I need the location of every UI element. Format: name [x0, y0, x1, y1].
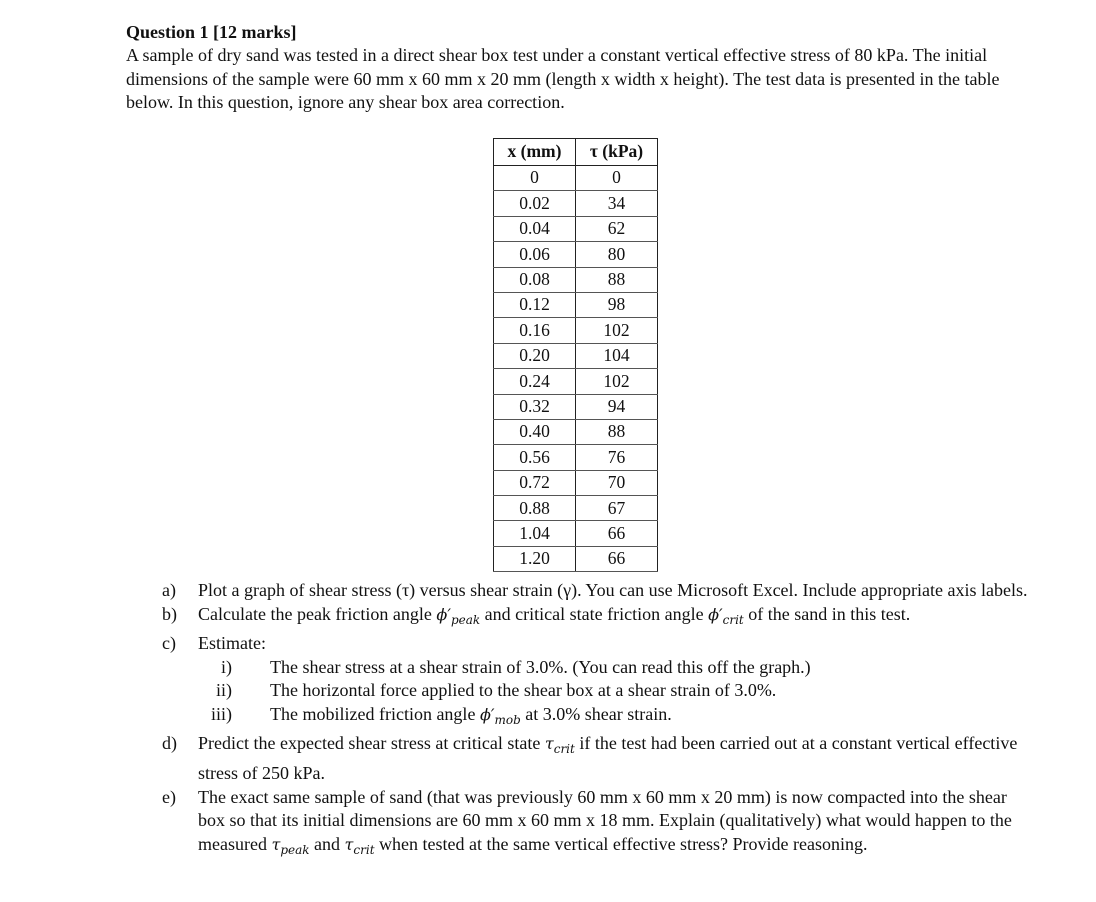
cell-displacement: 1.04: [494, 521, 576, 546]
cell-displacement: 0.32: [494, 394, 576, 419]
phi-mob-symbol: $\phi'_{mob}$: [479, 704, 521, 727]
cell-shear-stress: 66: [576, 521, 658, 546]
table-row: [494, 343, 658, 368]
question-title: Question 1 [12 marks]: [126, 22, 297, 42]
part-c-ii-label: ii): [216, 680, 232, 701]
table-row: [494, 521, 658, 546]
shear-data-table: [493, 138, 658, 572]
part-c-i: [162, 656, 1036, 680]
cell-displacement: 0.88: [494, 496, 576, 521]
part-c-iii-label: iii): [211, 703, 232, 724]
part-c-label: c): [162, 633, 176, 654]
cell-displacement: 1.20: [494, 546, 576, 571]
cell-displacement: 0: [494, 166, 576, 191]
tau-crit-symbol: $\tau_{crit}$: [544, 734, 575, 757]
part-b-text-3: of the sand in this test.: [743, 603, 911, 624]
cell-displacement: 0.12: [494, 292, 576, 317]
cell-displacement: 0.02: [494, 191, 576, 216]
cell-shear-stress: 67: [576, 496, 658, 521]
table-row: [494, 318, 658, 343]
part-e: [162, 786, 1036, 863]
table-row: [494, 445, 658, 470]
table-row: [494, 166, 658, 191]
table-row: [494, 419, 658, 444]
part-c-text: Estimate:: [198, 633, 266, 654]
cell-shear-stress: 76: [576, 445, 658, 470]
part-e-text-3: when tested at the same vertical effective stress? Provide reasoning.: [374, 833, 868, 854]
table-row: [494, 267, 658, 292]
part-e-label: e): [162, 786, 176, 807]
cell-displacement: 0.16: [494, 318, 576, 343]
part-c-ii-text: The horizontal force applied to the shear box at a shear strain of 3.0%.: [270, 680, 777, 701]
cell-shear-stress: 88: [576, 419, 658, 444]
part-c-iii-text-1: The mobilized friction angle: [270, 703, 480, 724]
table-row: [494, 470, 658, 495]
question-page: [126, 20, 1036, 857]
part-b-label: b): [162, 603, 177, 624]
cell-shear-stress: 70: [576, 470, 658, 495]
cell-displacement: 0.08: [494, 267, 576, 292]
part-c-iii-text-2: at 3.0% shear strain.: [520, 703, 672, 724]
part-e-text-1: The exact same sample of sand (that was previously 60 mm x 60 mm x 20 mm) is now compacted into the shear box so that its initial dimensions are 60 mm x 60 mm x 18 mm. Explain (qualitatively) what would happen to the measured: [198, 786, 1012, 854]
part-d: [162, 732, 1036, 785]
question-intro: A sample of dry sand was tested in a direct shear box test under a constant vertical effective stress of 80 kPa. The initial dimensions of the sample were 60 mm x 60 mm x 20 mm (length x width x height). The test data is presented in the table below. In this question, ignore any shear box area correction.: [126, 45, 1000, 112]
cell-shear-stress: 80: [576, 242, 658, 267]
cell-shear-stress: 104: [576, 343, 658, 368]
tau-crit-symbol-e: $\tau_{crit}$: [344, 834, 375, 857]
header-shear-stress: τ (kPa): [576, 139, 658, 166]
cell-displacement: 0.04: [494, 216, 576, 241]
cell-displacement: 0.72: [494, 470, 576, 495]
cell-shear-stress: 94: [576, 394, 658, 419]
header-displacement: x (mm): [494, 139, 576, 166]
table-row: [494, 191, 658, 216]
part-d-label: d): [162, 733, 177, 754]
table-row: [494, 242, 658, 267]
table-row: [494, 394, 658, 419]
part-a: [162, 579, 1036, 603]
cell-displacement: 0.06: [494, 242, 576, 267]
cell-displacement: 0.56: [494, 445, 576, 470]
table-row: [494, 216, 658, 241]
cell-shear-stress: 102: [576, 318, 658, 343]
part-d-text-1: Predict the expected shear stress at critical state: [198, 733, 545, 754]
table-row: [494, 496, 658, 521]
cell-shear-stress: 34: [576, 191, 658, 216]
sub-questions: [162, 579, 1036, 862]
part-b: [162, 603, 1036, 633]
part-a-label: a): [162, 580, 176, 600]
cell-shear-stress: 88: [576, 267, 658, 292]
phi-crit-symbol: $\phi'_{crit}$: [708, 604, 744, 627]
part-c-ii: [162, 679, 1036, 703]
table-row: [494, 546, 658, 571]
data-table-wrapper: [493, 138, 658, 572]
cell-shear-stress: 0: [576, 166, 658, 191]
tau-peak-symbol: $\tau_{peak}$: [271, 834, 310, 857]
table-row: [494, 292, 658, 317]
part-c: [162, 632, 1036, 656]
part-b-text-2: and critical state friction angle: [480, 603, 709, 624]
phi-peak-symbol: $\phi'_{peak}$: [436, 604, 481, 627]
cell-shear-stress: 62: [576, 216, 658, 241]
part-b-text-1: Calculate the peak friction angle: [198, 603, 437, 624]
part-a-text: Plot a graph of shear stress (τ) versus shear strain (γ). You can use Microsoft Excel. Include appropriate axis labels.: [198, 580, 1028, 600]
cell-shear-stress: 98: [576, 292, 658, 317]
part-c-iii: [162, 703, 1036, 733]
cell-shear-stress: 66: [576, 546, 658, 571]
cell-shear-stress: 102: [576, 369, 658, 394]
table-header-row: [494, 139, 658, 166]
cell-displacement: 0.20: [494, 343, 576, 368]
part-e-text-2: and: [309, 833, 345, 854]
table-row: [494, 369, 658, 394]
part-d-text-2: if the test had been carried out at a constant vertical effective stress of 250 kPa.: [198, 733, 1018, 784]
cell-displacement: 0.24: [494, 369, 576, 394]
part-c-i-text: The shear stress at a shear strain of 3.0%. (You can read this off the graph.): [270, 656, 811, 677]
cell-displacement: 0.40: [494, 419, 576, 444]
part-c-i-label: i): [221, 656, 232, 677]
